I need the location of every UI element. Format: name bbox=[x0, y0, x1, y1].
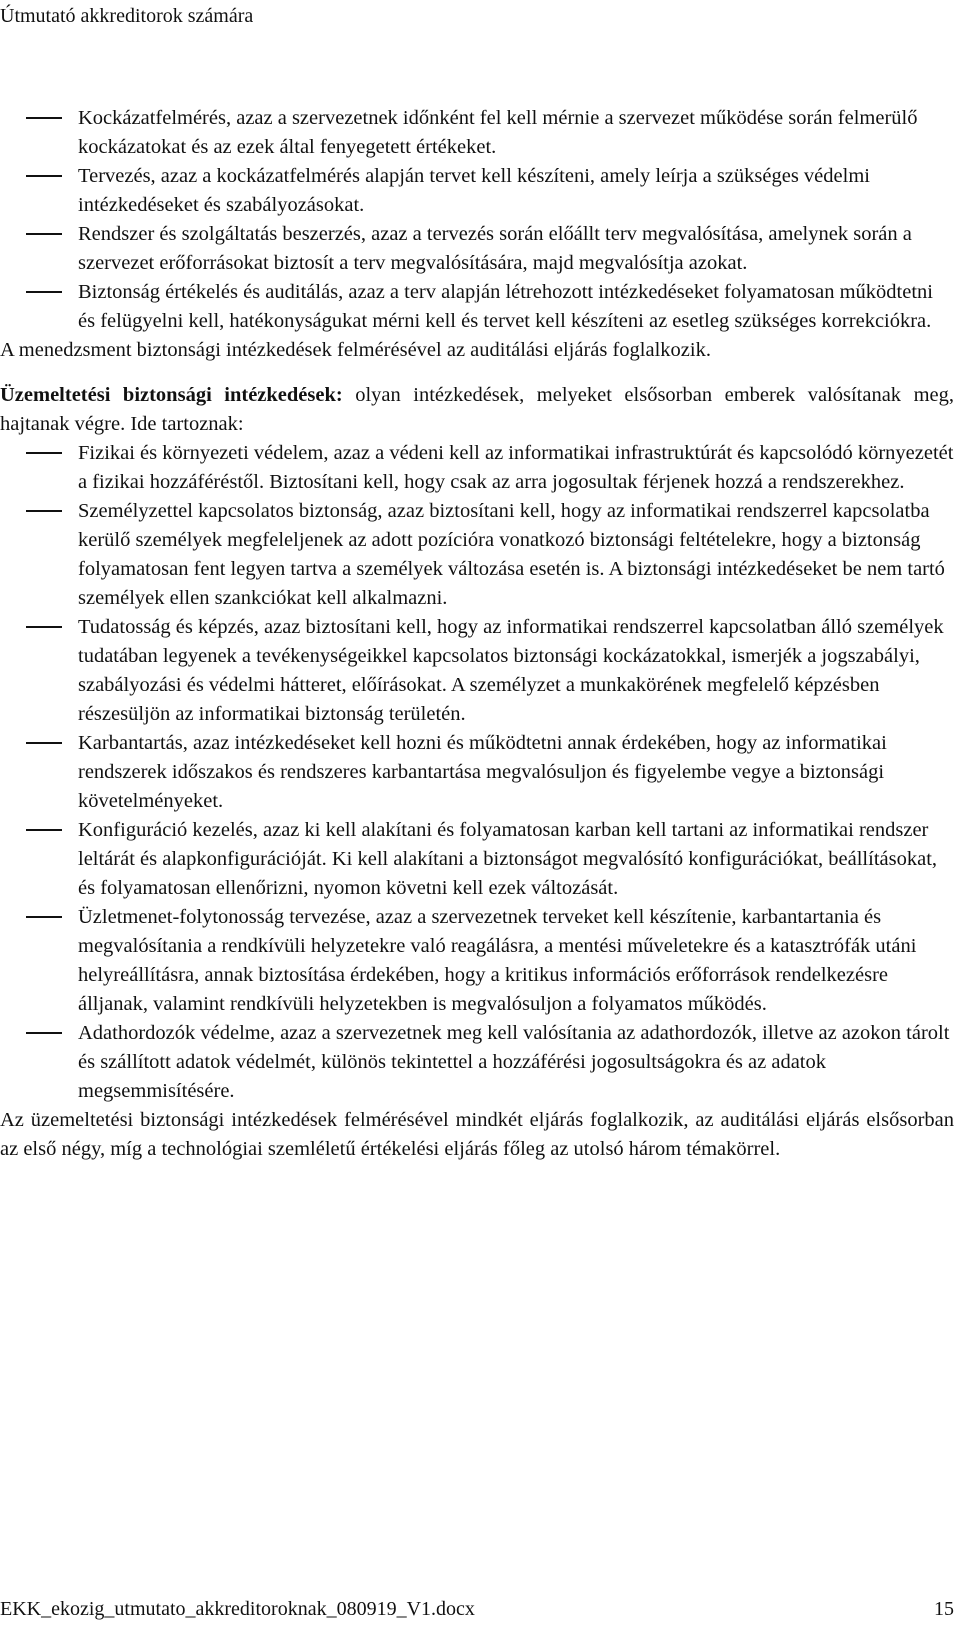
list-item bbox=[0, 497, 954, 613]
operational-measures-definition: olyan intézkedések, melyeket elsősorban emberek valósítanak meg, hajtanak végre. Ide tartoznak: bbox=[0, 384, 954, 435]
list-item-text: Üzletmenet-folytonosság tervezése, azaz a szervezetnek terveket kell készítenie, karbantartania és megvalósítania a rendkívüli helyzetekre való reagálásra, a mentési műveletekre és a katasztrófák utáni helyreállításra, annak biztosítása érdekében, hogy a kritikus információs erőforrások rendelkezésre álljanak, valamint rendkívüli helyzetekben is megvalósuljon a folyamatos működés. bbox=[78, 906, 917, 1015]
list-item-text: Biztonság értékelés és auditálás, azaz a terv alapján létrehozott intézkedéseket folyamatosan működtetni és felügyelni kell, hatékonyságukat mérni kell és tervet kell készíteni az esetleg szükséges korrekciókra. bbox=[78, 281, 933, 332]
list-item bbox=[0, 1019, 954, 1106]
list-item-text: Fizikai és környezeti védelem, azaz a védeni kell az informatikai infrastruktúrát és kapcsolódó környezetét a fizikai hozzáféréstől. Biztosítani kell, hogy csak az arra jogosultak férjenek hozzá a rendszerekhez. bbox=[78, 442, 954, 493]
dash-bullet-icon bbox=[26, 510, 62, 512]
list-item-text: Adathordozók védelme, azaz a szervezetnek meg kell valósítania az adathordozók, illetve az azokon tárolt és szállított adatok védelmét, különös tekintettel a hozzáférési jogosultságokra és az adatok megsemmisítésére. bbox=[78, 1022, 950, 1102]
dash-bullet-icon bbox=[26, 1032, 62, 1034]
dash-bullet-icon bbox=[26, 233, 62, 235]
dash-bullet-icon bbox=[26, 742, 62, 744]
list-item bbox=[0, 439, 954, 497]
dash-bullet-icon bbox=[26, 829, 62, 831]
list-item bbox=[0, 816, 954, 903]
management-summary-paragraph: A menedzsment biztonsági intézkedések felmérésével az auditálási eljárás foglalkozik. bbox=[0, 339, 711, 361]
operational-measures-intro bbox=[0, 381, 954, 439]
list-item-text: Karbantartás, azaz intézkedéseket kell hozni és működtetni annak érdekében, hogy az informatikai rendszerek időszakos és rendszeres karbantartása megvalósuljon és figyelembe vegye a biztonsági követelményeket. bbox=[78, 732, 887, 812]
list-item-text: Személyzettel kapcsolatos biztonság, azaz biztosítani kell, hogy az informatikai rendszerrel kapcsolatba kerülő személyek megfeleljenek az adott pozícióra vonatkozó biztonsági feltételekre, hogy a biztonság folyamatosan fent legyen tartva a személyek változása esetén is. A biztonsági intézkedéseket be nem tartó személyek ellen szankciókat kell alkalmazni. bbox=[78, 500, 945, 609]
dash-bullet-icon bbox=[26, 117, 62, 119]
list-item-text: Konfiguráció kezelés, azaz ki kell alakítani és folyamatosan karban kell tartani az informatikai rendszer leltárát és alapkonfigurációját. Ki kell alakítani a biztonságot megvalósító konfigurációkat, beállításokat, és folyamatosan ellenőrizni, nyomon követni kell ezek változását. bbox=[78, 819, 938, 899]
dash-bullet-icon bbox=[26, 626, 62, 628]
page-number: 15 bbox=[934, 1598, 954, 1620]
list-item bbox=[0, 278, 954, 336]
dash-bullet-icon bbox=[26, 452, 62, 454]
dash-bullet-icon bbox=[26, 291, 62, 293]
document-body bbox=[0, 104, 954, 1164]
list-item-text: Rendszer és szolgáltatás beszerzés, azaz a tervezés során előállt terv megvalósítása, amelynek során a szervezet erőforrásokat biztosít a terv megvalósítására, majd megvalósítja azokat. bbox=[78, 223, 912, 274]
page-footer bbox=[0, 1596, 954, 1622]
dash-bullet-icon bbox=[26, 175, 62, 177]
list-item bbox=[0, 613, 954, 729]
footer-filename: EKK_ekozig_utmutato_akkreditoroknak_080919_V1.docx bbox=[0, 1598, 475, 1620]
list-item-text: Tervezés, azaz a kockázatfelmérés alapján tervet kell készíteni, amely leírja a szükséges védelmi intézkedéseket és szabályozásokat. bbox=[78, 165, 870, 216]
operational-measures-term: Üzemeltetési biztonsági intézkedések: bbox=[0, 384, 343, 406]
list-item bbox=[0, 104, 954, 162]
list-item bbox=[0, 220, 954, 278]
dash-bullet-icon bbox=[26, 916, 62, 918]
list-item bbox=[0, 903, 954, 1019]
page-header: Útmutató akkreditorok számára bbox=[0, 5, 254, 27]
list-item bbox=[0, 162, 954, 220]
closing-paragraph: Az üzemeltetési biztonsági intézkedések felmérésével mindkét eljárás foglalkozik, az auditálási eljárás elsősorban az első négy, míg a technológiai szemléletű értékelési eljárás főleg az utolsó három témakörrel. bbox=[0, 1109, 954, 1160]
list-item bbox=[0, 729, 954, 816]
list-item-text: Tudatosság és képzés, azaz biztosítani kell, hogy az informatikai rendszerrel kapcsolatban álló személyek tudatában legyenek a tevékenységeikkel kapcsolatos biztonsági kockázatokkal, ismerjék a jogszabályi, szabályozási és védelmi hátteret, előírásokat. A személyzet a munkakörének megfelelő képzésben részesüljön az informatikai biztonság területén. bbox=[78, 616, 944, 725]
list-item-text: Kockázatfelmérés, azaz a szervezetnek időnként fel kell mérnie a szervezet működése során felmerülő kockázatokat és az ezek által fenyegetett értékeket. bbox=[78, 107, 918, 158]
